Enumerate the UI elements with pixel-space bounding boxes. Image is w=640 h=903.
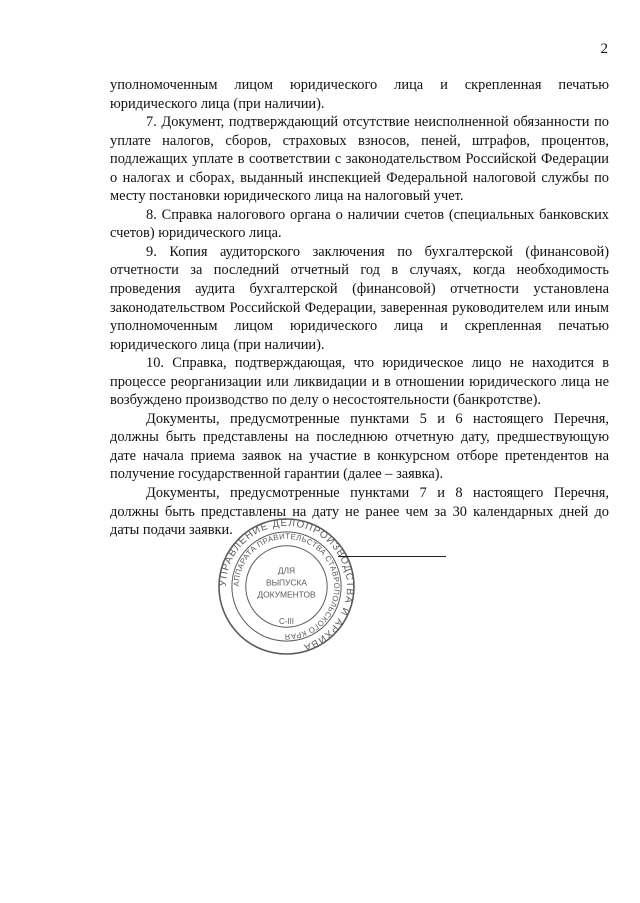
official-stamp [217,517,356,656]
stamp-center-line-3: ДОКУМЕНТОВ [257,589,316,600]
paragraph-documents-5-6: Документы, предусмотренные пунктами 5 и 6 настоящего Перечня, должны быть представлены на последнюю отчетную дату, предшествующую дате начала приема заявок на участие в конкурсном отборе претендентов на получение государственной гарантии (далее – заявка). [110,410,609,483]
page-number: 2 [600,41,608,57]
paragraph-continuation: уполномоченным лицом юридического лица и скрепленная печатью юридического лица (при наличии). [110,77,609,112]
stamp-center-line-2: ВЫПУСКА [265,577,308,588]
stamp-center-line-1: ДЛЯ [277,565,296,576]
stamp-inner-textpath: АППАРАТА ПРАВИТЕЛЬСТВА СТАВРОПОЛЬСКОГО КРАЯ [231,531,342,642]
document-body [110,76,609,540]
stamp-outer-textpath: УПРАВЛЕНИЕ ДЕЛОПРОИЗВОДСТВА И АРХИВА [217,517,356,653]
signature-line [338,556,446,557]
paragraph-item-9: 9. Копия аудиторского заключения по бухгалтерской (финансовой) отчетности за последний отчетный год в случаях, когда необходимость проведения аудита бухгалтерской (финансовой) отчетности установлена законодательством Российской Федерации, заверенная руководителем или иным уполномоченным лицом юридического лица и скрепленная печатью юридического лица (при наличии). [110,243,609,353]
paragraph-item-7: 7. Документ, подтверждающий отсутствие неисполненной обязанности по уплате налогов, сборов, страховых взносов, пеней, штрафов, процентов, подлежащих уплате в соответствии с законодательством Российской Федерации о налогах и сборах, выданный инспекцией Федеральной налоговой службы по месту постановки юридического лица на налоговый учет. [110,114,609,205]
paragraph-documents-7-8: Документы, предусмотренные пунктами 7 и 8 настоящего Перечня, должны быть представлены на дату не ранее чем за 30 календарных дней до даты подачи заявки. [110,485,609,539]
paragraph-item-10: 10. Справка, подтверждающая, что юридическое лицо не находится в процессе реорганизации или ликвидации и в отношении юридического лица не возбуждено производство по делу о несостоятельности (банкротстве). [110,355,609,409]
paragraph-item-8: 8. Справка налогового органа о наличии счетов (специальных банковских счетов) юридического лица. [110,206,609,242]
stamp-code: С-III [279,617,294,627]
